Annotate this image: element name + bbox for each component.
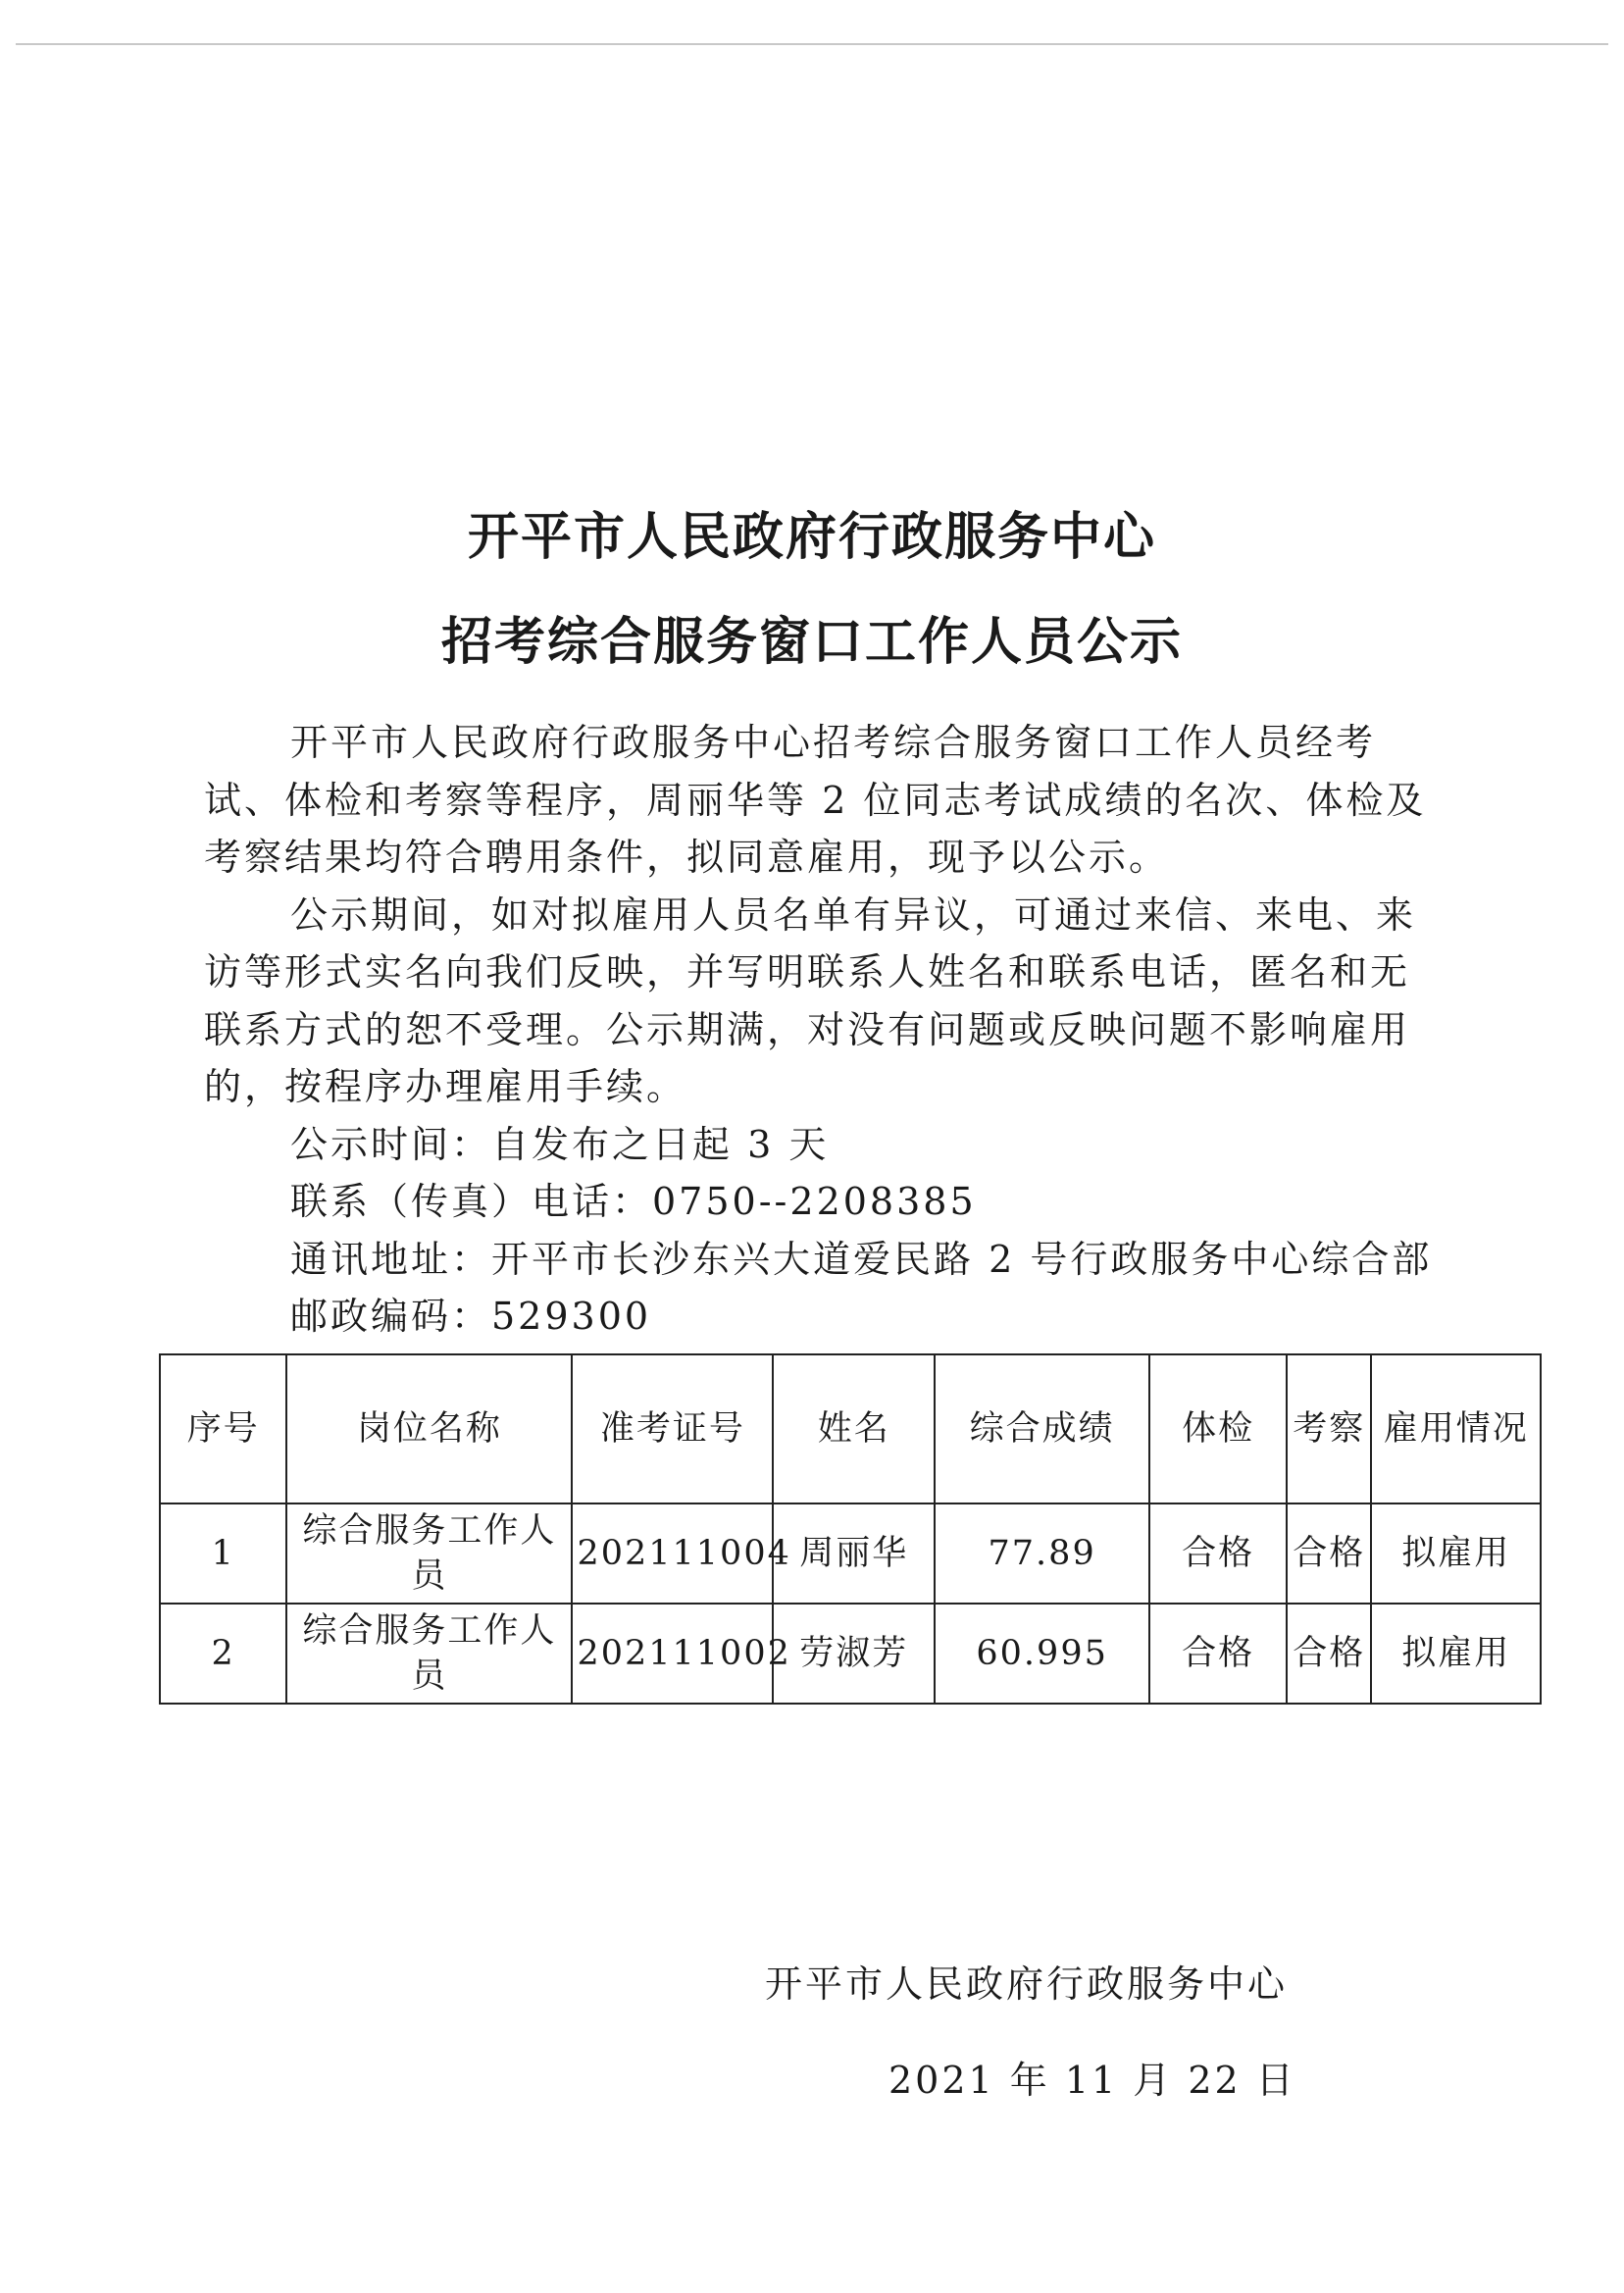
notice-paragraph-1: 开平市人民政府行政服务中心招考综合服务窗口工作人员经考试、体检和考察等程序，周丽华等 2 位同志考试成绩的名次、体检及考察结果均符合聘用条件，拟同意雇用，现予以公示。 [204, 721, 1427, 879]
mailing-address: 通讯地址：开平市长沙东兴大道爱民路 2 号行政服务中心综合部 [290, 1237, 1433, 1281]
table-row [160, 1503, 1541, 1604]
cell-position: 综合服务工作人员 [286, 1604, 572, 1704]
notice-body [204, 714, 1440, 1346]
cell-exam-number: 202111004 [572, 1503, 773, 1604]
cell-name: 劳淑芳 [773, 1604, 935, 1704]
cell-position: 综合服务工作人员 [286, 1503, 572, 1604]
header-cell: 体检 [1149, 1354, 1287, 1503]
cell-serial: 2 [160, 1604, 286, 1704]
header-cell: 序号 [160, 1354, 286, 1503]
scan-edge-line [16, 43, 1608, 45]
cell-inspection: 合格 [1287, 1604, 1371, 1704]
cell-score: 60.995 [935, 1604, 1149, 1704]
document-title-line1: 开平市人民政府行政服务中心 [467, 508, 1156, 567]
header-cell: 综合成绩 [935, 1354, 1149, 1503]
header-cell: 准考证号 [572, 1354, 773, 1503]
cell-inspection: 合格 [1287, 1503, 1371, 1604]
cell-serial: 1 [160, 1503, 286, 1604]
cell-score: 77.89 [935, 1503, 1149, 1604]
cell-physical-exam: 合格 [1149, 1503, 1287, 1604]
contact-phone: 联系（传真）电话：0750--2208385 [290, 1180, 977, 1223]
header-cell: 考察 [1287, 1354, 1371, 1503]
document-title-line2: 招考综合服务窗口工作人员公示 [440, 613, 1183, 672]
cell-employment-status: 拟雇用 [1371, 1604, 1541, 1704]
results-table [159, 1353, 1542, 1705]
cell-exam-number: 202111002 [572, 1604, 773, 1704]
header-cell: 岗位名称 [286, 1354, 572, 1503]
header-cell: 雇用情况 [1371, 1354, 1541, 1503]
table-header-row [160, 1354, 1541, 1503]
notice-paragraph-2: 公示期间，如对拟雇用人员名单有异议，可通过来信、来电、来访等形式实名向我们反映，并写明联系人姓名和联系电话，匿名和无联系方式的恕不受理。公示期满，对没有问题或反映问题不影响雇用的，按程序办理雇用手续。 [204, 892, 1417, 1108]
postal-code: 邮政编码：529300 [290, 1295, 652, 1338]
cell-physical-exam: 合格 [1149, 1604, 1287, 1704]
signature-date: 2021 年 11 月 22 日 [888, 2059, 1296, 2102]
signature-organization: 开平市人民政府行政服务中心 [765, 1962, 1289, 2006]
header-cell: 姓名 [773, 1354, 935, 1503]
cell-employment-status: 拟雇用 [1371, 1503, 1541, 1604]
publicity-time: 公示时间：自发布之日起 3 天 [290, 1122, 830, 1166]
table-row [160, 1604, 1541, 1704]
cell-name: 周丽华 [773, 1503, 935, 1604]
